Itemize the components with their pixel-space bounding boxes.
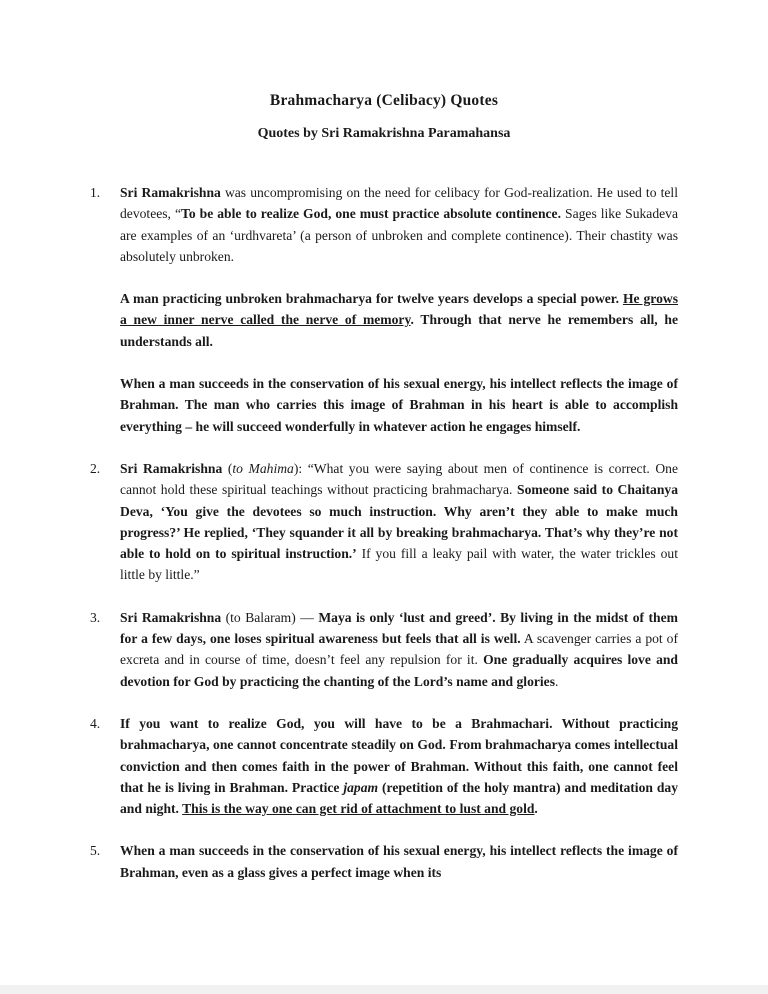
text-segment: to Mahima	[232, 460, 294, 476]
quote-body	[120, 840, 678, 883]
quote-item	[90, 713, 678, 819]
quote-number: 3.	[90, 609, 101, 625]
text-segment: ): “What you were saying about men of continence is correct. One cannot hold these spiritual teachings without practicing brahmacharya.	[120, 460, 678, 498]
text-segment: . Through that nerve he remembers all, he understands all.	[120, 312, 678, 349]
document-subtitle: Quotes by Sri Ramakrishna Paramahansa	[257, 126, 511, 141]
quote-body	[120, 713, 678, 819]
quote-number: 1.	[90, 185, 101, 200]
text-segment: To be able to realize God, one must practice absolute continence.	[181, 206, 561, 222]
text-segment: .	[534, 801, 538, 817]
quote-number: 4.	[90, 715, 101, 731]
text-segment: He grows a new inner nerve called the nerve of memory	[120, 291, 678, 328]
quote-body	[120, 458, 678, 586]
text-segment: Maya is only ‘lust and greed’. By living in the midst of them for a few days, one loses spiritual awareness but feels that all is well.	[120, 609, 678, 647]
text-segment: This is the way one can get rid of attachment to lust and gold	[182, 801, 535, 817]
quote-paragraph	[120, 458, 678, 586]
quote-item	[90, 182, 678, 437]
page-bottom-edge	[0, 985, 768, 994]
text-segment: (to Balaram) —	[221, 609, 319, 625]
quote-paragraph	[120, 840, 678, 883]
quote-number: 5.	[90, 843, 101, 859]
text-segment: Sri Ramakrishna	[120, 609, 222, 625]
text-segment: Sri Ramakrishna	[120, 185, 221, 200]
text-segment: (repetition of the holy mantra) and meditation day and night.	[120, 779, 678, 817]
quote-paragraph	[120, 288, 678, 352]
text-segment: japam	[343, 779, 379, 795]
text-segment: When a man succeeds in the conservation of his sexual energy, his intellect reflects the image of Brahman, even as a glass gives a perfect image when its	[120, 843, 678, 880]
quote-item	[90, 458, 678, 586]
quote-paragraph	[120, 607, 678, 692]
quote-body	[120, 607, 678, 692]
text-segment: A scavenger carries a pot of excreta and in course of time, doesn’t feel any repulsion for it.	[120, 631, 678, 668]
quote-paragraph	[120, 373, 678, 437]
quotes-list	[90, 182, 678, 883]
text-segment: If you want to realize God, you will have to be a Brahmachari. Without practicing brahmacharya, one cannot concentrate steadily on God. From brahmacharya comes intellectual conviction and then comes faith in the power of Brahman. Without this faith, one cannot feel that he is living in Brahman. Practice	[120, 715, 678, 795]
text-segment: Sages like Sukadeva are examples of an ‘urdhvareta’ (a person of unbroken and complete continence). Their chastity was absolutely unbroken.	[120, 206, 678, 264]
quote-number: 2.	[90, 460, 101, 476]
text-segment: If you fill a leaky pail with water, the water trickles out little by little.”	[120, 546, 678, 583]
text-segment: was uncompromising on the need for celibacy for God-realization. He used to tell devotees, “	[120, 185, 678, 222]
text-segment: .	[555, 673, 559, 689]
quote-item	[90, 607, 678, 692]
text-segment: Someone said to Chaitanya Deva, ‘You give the devotees so much instruction. Why aren’t they able to make much progress?’ He replied, ‘They squander it all by breaking brahmacharya. That’s why they’re not able to hold on to spiritual instruction.’	[120, 482, 678, 562]
quote-body	[120, 182, 678, 437]
text-segment: Sri Ramakrishna	[120, 460, 223, 476]
text-segment: When a man succeeds in the conservation of his sexual energy, his intellect reflects the image of Brahman. The man who carries this image of Brahman in his heart is able to accomplish everything – he will succeed wonderfully in whatever action he engages himself.	[120, 376, 678, 434]
text-segment: A man practicing unbroken brahmacharya for twelve years develops a special power.	[120, 291, 623, 307]
quote-paragraph	[120, 182, 678, 267]
quote-paragraph	[120, 713, 678, 819]
text-segment: (	[222, 460, 233, 476]
quote-item	[90, 840, 678, 883]
document-title: Brahmacharya (Celibacy) Quotes	[269, 92, 499, 109]
text-segment: One gradually acquires love and devotion for God by practicing the chanting of the Lord’s name and glories	[120, 652, 678, 689]
